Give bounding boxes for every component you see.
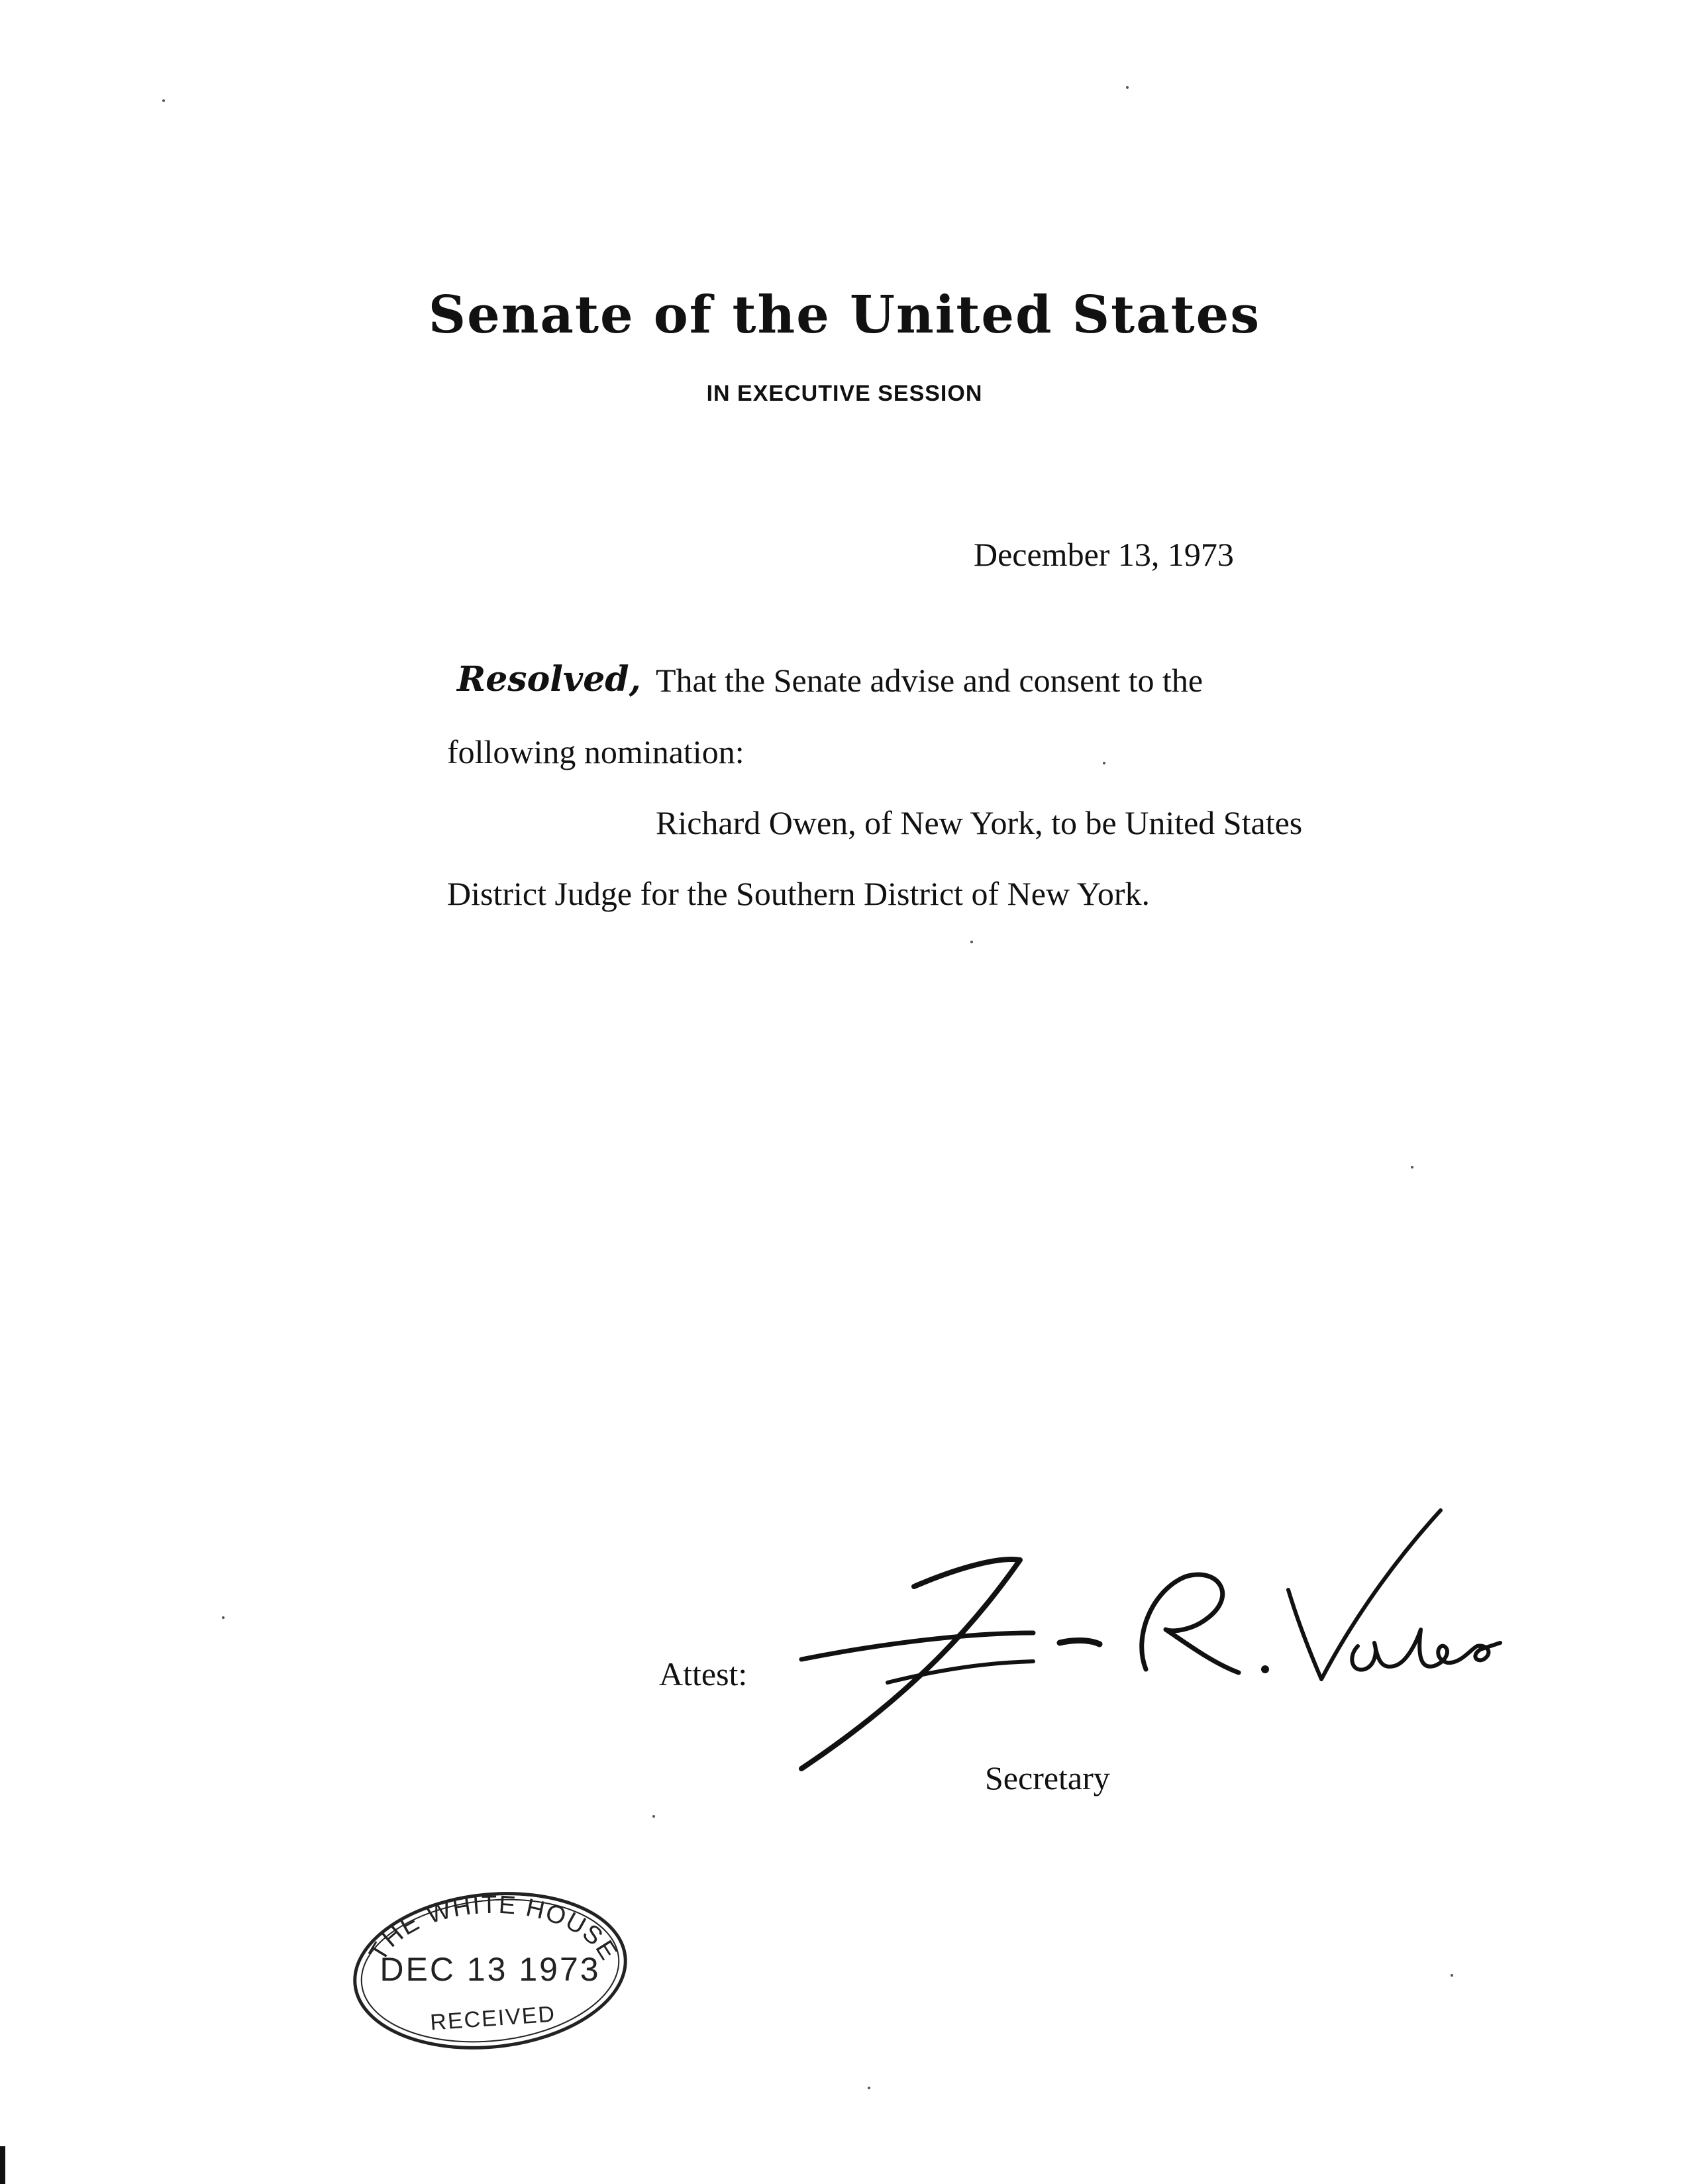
scan-speck xyxy=(1126,86,1129,89)
document-date: December 13, 1973 xyxy=(974,536,1234,573)
secretary-signature xyxy=(788,1504,1504,1782)
scan-speck xyxy=(222,1616,225,1619)
resolved-word: Resolved, xyxy=(457,659,641,700)
scan-edge-mark xyxy=(0,2146,5,2184)
scan-speck xyxy=(1103,762,1105,764)
scan-speck xyxy=(162,99,165,102)
resolution-line-1: That the Senate advise and consent to the xyxy=(656,662,1203,699)
secretary-title: Secretary xyxy=(985,1759,1110,1796)
svg-text:DEC 13 1973: DEC 13 1973 xyxy=(380,1951,601,1988)
session-subtitle: IN EXECUTIVE SESSION xyxy=(706,381,983,406)
svg-text:RECEIVED: RECEIVED xyxy=(429,2001,557,2036)
nomination-line-2: District Judge for the Southern District of New York. xyxy=(447,875,1150,912)
scan-speck xyxy=(868,2087,870,2089)
attest-label: Attest: xyxy=(659,1655,748,1692)
scan-speck xyxy=(970,941,973,943)
scan-speck xyxy=(1411,1166,1413,1169)
svg-text:THE WHITE HOUSE: THE WHITE HOUSE xyxy=(364,1891,623,1966)
white-house-received-stamp xyxy=(344,1881,636,2054)
resolution-line-2: following nomination: xyxy=(447,733,744,770)
nomination-line-1: Richard Owen, of New York, to be United States xyxy=(656,804,1303,841)
scan-speck xyxy=(1451,1974,1453,1977)
document-title: Senate of the United States xyxy=(428,285,1261,345)
scan-speck xyxy=(652,1815,655,1818)
